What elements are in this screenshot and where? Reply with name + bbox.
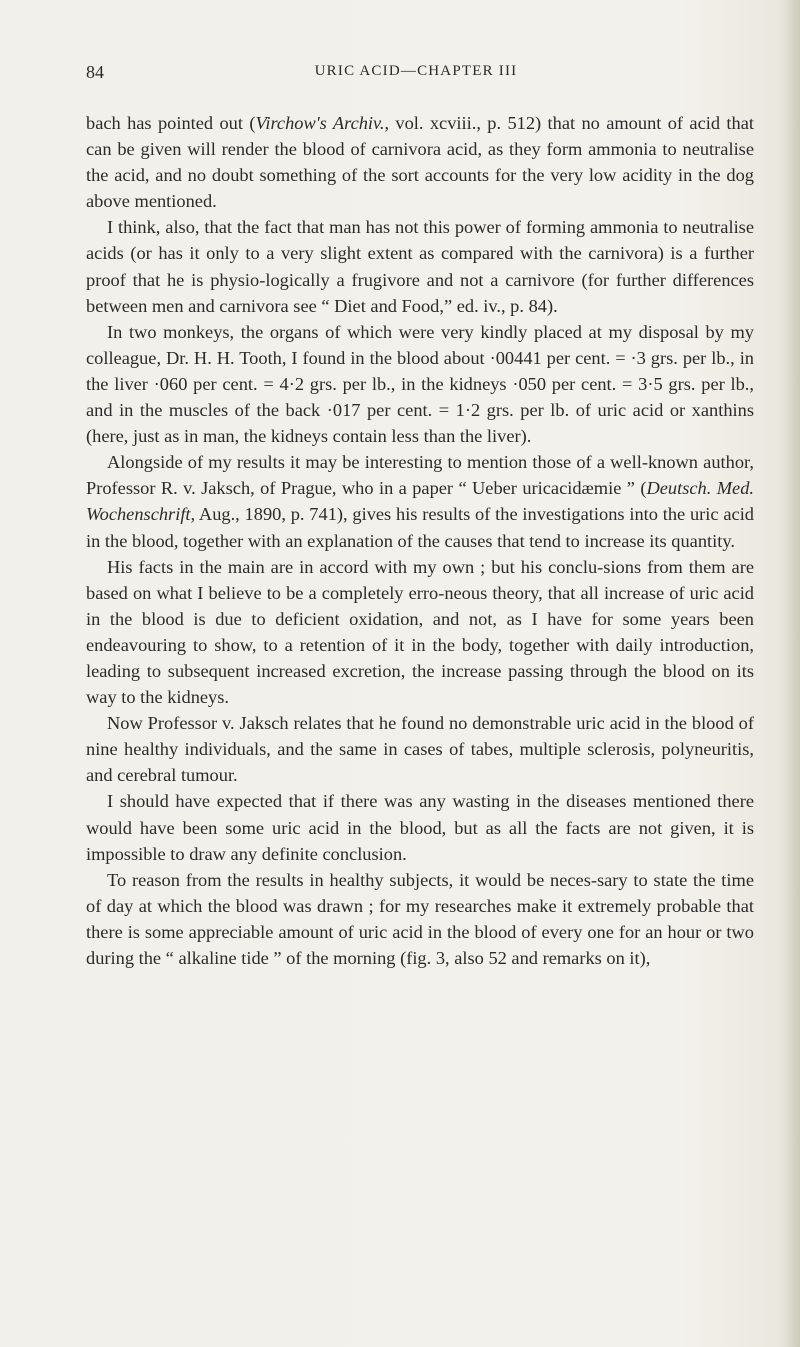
paragraph-6: Now Professor v. Jaksch relates that he found no demonstrable uric acid in the blood of nine healthy individuals, and the same in cases of tabes, multiple sclerosis, polyneuritis, and cerebral tumour. xyxy=(86,713,754,786)
paragraph-4-text-a: Alongside of my results it may be interesting to mention those of a well-known author, Professor R. v. Jaksch, of Prague, who in a paper “ Ueber uricacidæmie ” ( xyxy=(86,452,754,499)
paragraph-1-text-a: bach has pointed out ( xyxy=(86,113,256,133)
paragraph-8: To reason from the results in healthy subjects, it would be neces-sary to state the time of day at which the blood was drawn ; for my researches make it extremely probable that there is some appreciable amount of uric acid in the blood of every one for an hour or two during the “ alkaline tide ” of the morning (fig. 3, also 52 and remarks on it), xyxy=(86,869,754,968)
paragraph-2: I think, also, that the fact that man has not this power of forming ammonia to neutralise acids (or has it only to a very slight extent as compared with the carnivora) is a further proof that he is physio-logically a frugivore and not a carnivore (for further differences between men and carnivora see “ Diet and Food,” ed. iv., p. 84). xyxy=(86,217,754,316)
citation-virchows-archiv: Virchow's Archiv. xyxy=(255,113,385,133)
paragraph-4 xyxy=(86,449,754,553)
paragraph-1 xyxy=(86,110,754,214)
running-head: URIC ACID—CHAPTER III xyxy=(314,63,518,79)
paragraph-1-text-b: , vol. xcviii., p. 512) that no amount of acid that can be given will render the blood of carnivora acid, as they form ammonia to neutralise the acid, and no doubt something of the sort accounts for the very low acidity in the dog above mentioned. xyxy=(86,113,754,212)
citation-deutsch-med-wochenschrift: Deutsch. Med. Wochenschrift, xyxy=(86,478,754,525)
page-number: 84 xyxy=(86,62,104,82)
paragraph-7: I should have expected that if there was any wasting in the diseases mentioned there would have been some uric acid in the blood, but as all the facts are not given, it is impossible to draw any definite conclusion. xyxy=(86,791,754,864)
page-header xyxy=(86,62,746,92)
paragraph-4-text-b: Aug., 1890, p. 741), gives his results of the investigations into the uric acid in the blood, together with an explanation of the causes that tend to increase its quantity. xyxy=(86,504,754,551)
body-text xyxy=(86,110,754,971)
paragraph-5: His facts in the main are in accord with my own ; but his conclu-sions from them are based on what I believe to be a completely erro-neous theory, that all increase of uric acid in the blood is due to deficient oxidation, and not, as I have for some years been endeavouring to show, to a retention of it in the body, together with daily introduction, leading to subsequent increased excretion, the increase passing through the blood on its way to the kidneys. xyxy=(86,556,754,708)
page-edge-shadow xyxy=(786,0,800,1347)
paragraph-3: In two monkeys, the organs of which were very kindly placed at my disposal by my colleague, Dr. H. H. Tooth, I found in the blood about ·00441 per cent. = ·3 grs. per lb., in the liver ·060 per cent. = 4·2 grs. per lb., in the kidneys ·050 per cent. = 3·5 grs. per lb., and in the muscles of the back ·017 per cent. = 1·2 grs. per lb. of uric acid or xanthins (here, just as in man, the kidneys contain less than the liver). xyxy=(86,321,754,447)
